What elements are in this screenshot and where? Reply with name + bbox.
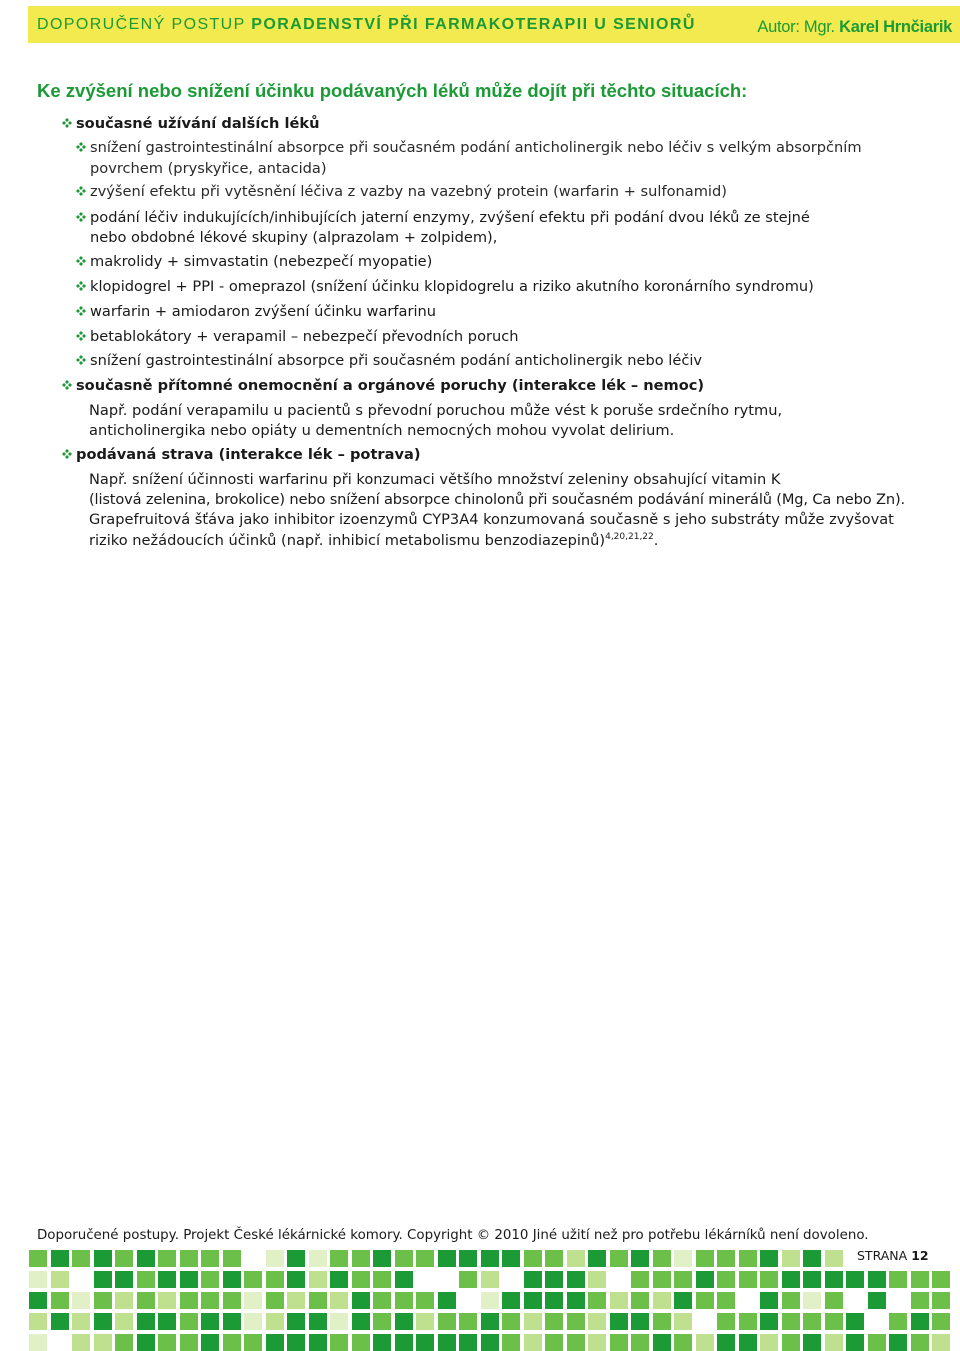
decorative-square xyxy=(717,1271,735,1288)
decorative-square xyxy=(223,1334,241,1351)
decorative-square xyxy=(696,1271,714,1288)
list-item: betablokátory + verapamil – nebezpečí převodních poruch xyxy=(90,328,519,345)
decorative-square xyxy=(115,1313,133,1330)
decorative-square xyxy=(158,1250,176,1267)
four-diamond-bullet-icon xyxy=(76,142,86,152)
decorative-square xyxy=(825,1292,843,1309)
decorative-square xyxy=(330,1292,348,1309)
decorative-square xyxy=(653,1313,671,1330)
decorative-square xyxy=(201,1334,219,1351)
decorative-square xyxy=(717,1334,735,1351)
decorative-square xyxy=(524,1334,542,1351)
list-item: podání léčiv indukujících/inhibujících jaterní enzymy, zvýšení efektu při podání dvou léků ze stejné xyxy=(90,209,810,226)
decorative-square xyxy=(481,1271,499,1288)
decorative-square xyxy=(653,1334,671,1351)
decorative-square xyxy=(524,1250,542,1267)
decorative-square xyxy=(266,1313,284,1330)
decorative-square xyxy=(330,1334,348,1351)
decorative-square xyxy=(287,1334,305,1351)
decorative-square xyxy=(782,1292,800,1309)
decorative-square xyxy=(287,1250,305,1267)
list-item: warfarin + amiodaron zvýšení účinku warfarinu xyxy=(90,303,437,320)
decorative-square xyxy=(567,1292,585,1309)
decorative-square xyxy=(266,1292,284,1309)
decorative-square xyxy=(717,1313,735,1330)
decorative-square xyxy=(459,1271,477,1288)
decorative-square xyxy=(739,1271,757,1288)
decorative-square xyxy=(932,1292,950,1309)
decorative-square xyxy=(94,1271,112,1288)
decorative-square xyxy=(244,1313,262,1330)
decorative-square xyxy=(524,1292,542,1309)
decorative-square xyxy=(137,1271,155,1288)
decorative-square xyxy=(739,1334,757,1351)
decorative-square xyxy=(588,1313,606,1330)
decorative-square xyxy=(416,1334,434,1351)
decorative-square xyxy=(911,1334,929,1351)
section2-line: Např. podání verapamilu u pacientů s převodní poruchou může vést k poruše srdečního rytmu, xyxy=(89,402,783,419)
decorative-square xyxy=(416,1313,434,1330)
four-diamond-bullet-icon xyxy=(76,281,86,291)
decorative-square xyxy=(545,1334,563,1351)
decorative-square xyxy=(373,1250,391,1267)
decorative-square xyxy=(180,1250,198,1267)
decorative-square xyxy=(395,1334,413,1351)
decorative-square xyxy=(567,1271,585,1288)
decorative-square xyxy=(631,1292,649,1309)
decorative-square xyxy=(717,1250,735,1267)
decorative-square xyxy=(51,1313,69,1330)
decorative-square xyxy=(631,1313,649,1330)
decorative-square xyxy=(803,1313,821,1330)
decorative-square xyxy=(760,1292,778,1309)
decorative-square xyxy=(438,1250,456,1267)
decorative-square xyxy=(201,1292,219,1309)
decorative-square xyxy=(782,1334,800,1351)
decorative-square xyxy=(352,1292,370,1309)
decorative-square xyxy=(137,1292,155,1309)
decorative-square xyxy=(309,1250,327,1267)
decorative-square xyxy=(438,1313,456,1330)
decorative-square xyxy=(567,1334,585,1351)
decorative-square xyxy=(459,1250,477,1267)
decorative-square xyxy=(567,1250,585,1267)
decorative-square xyxy=(825,1271,843,1288)
decorative-square xyxy=(416,1292,434,1309)
decorative-square xyxy=(115,1250,133,1267)
list-item: snížení gastrointestinální absorpce při současném podání anticholinergik nebo léčiv xyxy=(90,352,703,369)
decorative-square xyxy=(115,1271,133,1288)
author-label: Autor: Mgr. xyxy=(757,18,835,36)
decorative-square xyxy=(395,1250,413,1267)
decorative-square xyxy=(287,1271,305,1288)
decorative-square xyxy=(825,1334,843,1351)
document-title-bold: PORADENSTVÍ PŘI FARMAKOTERAPII U SENIORŮ xyxy=(251,16,696,33)
reference-superscript: 4,20,21,22 xyxy=(605,532,654,543)
decorative-square xyxy=(803,1292,821,1309)
decorative-square xyxy=(201,1271,219,1288)
decorative-square xyxy=(545,1271,563,1288)
decorative-square xyxy=(137,1313,155,1330)
section2-title: současně přítomné onemocnění a orgánové poruchy (interakce lék – nemoc) xyxy=(76,377,705,394)
decorative-square xyxy=(72,1250,90,1267)
decorative-square xyxy=(545,1292,563,1309)
decorative-square xyxy=(610,1250,628,1267)
decorative-square xyxy=(72,1313,90,1330)
decorative-square xyxy=(868,1271,886,1288)
decorative-square xyxy=(481,1313,499,1330)
decorative-square xyxy=(502,1250,520,1267)
decorative-square xyxy=(911,1292,929,1309)
decorative-square xyxy=(51,1292,69,1309)
decorative-square xyxy=(373,1271,391,1288)
decorative-square xyxy=(158,1271,176,1288)
decorative-square xyxy=(459,1313,477,1330)
decorative-square xyxy=(846,1334,864,1351)
decorative-square xyxy=(803,1250,821,1267)
header-bar xyxy=(28,6,960,43)
decorative-square xyxy=(395,1271,413,1288)
document-title-thin: DOPORUČENÝ POSTUP xyxy=(37,16,246,33)
decorative-square xyxy=(29,1250,47,1267)
decorative-square xyxy=(266,1334,284,1351)
decorative-square xyxy=(803,1334,821,1351)
four-diamond-bullet-icon xyxy=(76,186,86,196)
decorative-square xyxy=(674,1271,692,1288)
decorative-square xyxy=(115,1334,133,1351)
decorative-square xyxy=(373,1292,391,1309)
decorative-square xyxy=(932,1271,950,1288)
decorative-square xyxy=(803,1271,821,1288)
decorative-square xyxy=(459,1334,477,1351)
decorative-square xyxy=(846,1313,864,1330)
list-item: snížení gastrointestinální absorpce při současném podání anticholinergik nebo léčiv s velkým absorpčním xyxy=(90,139,862,156)
decorative-square xyxy=(524,1313,542,1330)
decorative-square xyxy=(352,1271,370,1288)
decorative-square xyxy=(352,1250,370,1267)
decorative-square xyxy=(524,1271,542,1288)
decorative-square xyxy=(180,1313,198,1330)
four-diamond-bullet-icon xyxy=(62,118,72,128)
decorative-square xyxy=(868,1292,886,1309)
decorative-square xyxy=(244,1334,262,1351)
decorative-square xyxy=(180,1292,198,1309)
section1-title: současné užívání dalších léků xyxy=(76,115,320,132)
decorative-square xyxy=(674,1292,692,1309)
decorative-square xyxy=(674,1313,692,1330)
decorative-square xyxy=(911,1271,929,1288)
section3-line-text: riziko nežádoucích účinků (např. inhibicí metabolismu benzodiazepinů) xyxy=(89,532,606,549)
decorative-square xyxy=(158,1292,176,1309)
decorative-square xyxy=(782,1313,800,1330)
decorative-square xyxy=(330,1271,348,1288)
decorative-square xyxy=(739,1313,757,1330)
decorative-square xyxy=(180,1334,198,1351)
decorative-square xyxy=(201,1313,219,1330)
decorative-square xyxy=(653,1250,671,1267)
decorative-square xyxy=(395,1313,413,1330)
decorative-square xyxy=(588,1250,606,1267)
decorative-square xyxy=(352,1334,370,1351)
section3-line: (listová zelenina, brokolice) nebo snížení absorpce chinolonů při současném podávání minerálů (Mg, Ca nebo Zn). xyxy=(89,491,905,508)
decorative-square xyxy=(653,1292,671,1309)
decorative-square xyxy=(889,1334,907,1351)
decorative-square xyxy=(223,1292,241,1309)
decorative-square xyxy=(373,1334,391,1351)
decorative-square xyxy=(158,1313,176,1330)
decorative-square xyxy=(502,1334,520,1351)
decorative-square xyxy=(502,1313,520,1330)
decorative-square xyxy=(760,1271,778,1288)
decorative-square xyxy=(244,1271,262,1288)
decorative-square xyxy=(760,1250,778,1267)
decorative-square xyxy=(180,1271,198,1288)
page-number-value: 12 xyxy=(911,1248,929,1263)
section2-line: anticholinergika nebo opiáty u dementních nemocných mohou vyvolat delirium. xyxy=(89,422,675,439)
decorative-square xyxy=(137,1250,155,1267)
decorative-square xyxy=(309,1292,327,1309)
decorative-square xyxy=(223,1313,241,1330)
list-item: makrolidy + simvastatin (nebezpečí myopatie) xyxy=(90,253,433,270)
decorative-square xyxy=(696,1292,714,1309)
decorative-square xyxy=(932,1334,950,1351)
section-heading: Ke zvýšení nebo snížení účinku podávaných léků může dojít při těchto situacích: xyxy=(37,80,748,101)
decorative-square xyxy=(481,1334,499,1351)
decorative-square xyxy=(29,1313,47,1330)
section3-line: Např. snížení účinnosti warfarinu při konzumaci většího množství zeleniny obsahující vitamin K xyxy=(89,471,781,488)
decorative-square xyxy=(94,1292,112,1309)
decorative-square xyxy=(201,1250,219,1267)
decorative-square xyxy=(438,1292,456,1309)
decorative-square xyxy=(51,1250,69,1267)
author xyxy=(757,18,952,37)
decorative-square xyxy=(760,1313,778,1330)
decorative-square xyxy=(868,1334,886,1351)
four-diamond-bullet-icon xyxy=(76,256,86,266)
decorative-square xyxy=(481,1250,499,1267)
decorative-square xyxy=(244,1292,262,1309)
decorative-square xyxy=(72,1334,90,1351)
decorative-square xyxy=(889,1271,907,1288)
decorative-square xyxy=(223,1250,241,1267)
decorative-square xyxy=(309,1313,327,1330)
decorative-square xyxy=(588,1271,606,1288)
decorative-square xyxy=(567,1313,585,1330)
list-item: zvýšení efektu při vytěsnění léčiva z vazby na vazebný protein (warfarin + sulfonamid) xyxy=(90,183,727,200)
decorative-square xyxy=(760,1334,778,1351)
decorative-square xyxy=(610,1292,628,1309)
decorative-square xyxy=(94,1334,112,1351)
decorative-square xyxy=(588,1334,606,1351)
decorative-square xyxy=(846,1271,864,1288)
decorative-square xyxy=(72,1292,90,1309)
footer-copyright: Doporučené postupy. Projekt České lékárnické komory. Copyright © 2010 Jiné užití než pro potřebu lékárníků není dovoleno. xyxy=(37,1228,869,1243)
list-item-continuation: povrchem (pryskyřice, antacida) xyxy=(90,160,327,177)
decorative-square xyxy=(696,1334,714,1351)
sentence-end: . xyxy=(653,532,659,549)
decorative-square xyxy=(309,1271,327,1288)
decorative-square xyxy=(287,1313,305,1330)
decorative-square xyxy=(416,1250,434,1267)
author-name: Karel Hrnčiarik xyxy=(839,18,952,36)
decorative-square xyxy=(330,1313,348,1330)
decorative-square xyxy=(782,1250,800,1267)
decorative-square xyxy=(631,1271,649,1288)
decorative-square xyxy=(438,1334,456,1351)
four-diamond-bullet-icon xyxy=(76,212,86,222)
decorative-square xyxy=(29,1271,47,1288)
decorative-square xyxy=(94,1250,112,1267)
decorative-square xyxy=(115,1292,133,1309)
decorative-square xyxy=(29,1334,47,1351)
decorative-square xyxy=(889,1313,907,1330)
decorative-square xyxy=(545,1250,563,1267)
decorative-square xyxy=(481,1292,499,1309)
decorative-square xyxy=(223,1271,241,1288)
decorative-square xyxy=(94,1313,112,1330)
decorative-square xyxy=(158,1334,176,1351)
decorative-square xyxy=(932,1313,950,1330)
list-item: klopidogrel + PPI - omeprazol (snížení účinku klopidogrelu a riziko akutního koronárního syndromu) xyxy=(90,278,814,295)
section3-line-last xyxy=(89,530,658,551)
decorative-square xyxy=(782,1271,800,1288)
list-item-continuation: nebo obdobné lékové skupiny (alprazolam + zolpidem), xyxy=(90,229,498,246)
four-diamond-bullet-icon xyxy=(76,331,86,341)
decorative-square xyxy=(266,1271,284,1288)
decorative-square xyxy=(825,1313,843,1330)
decorative-square xyxy=(653,1271,671,1288)
decorative-square xyxy=(502,1292,520,1309)
decorative-square-grid xyxy=(28,1250,960,1345)
decorative-square xyxy=(610,1313,628,1330)
decorative-square xyxy=(588,1292,606,1309)
decorative-square xyxy=(717,1292,735,1309)
decorative-square xyxy=(352,1313,370,1330)
section3-line: Grapefruitová šťáva jako inhibitor izoenzymů CYP3A4 konzumovaná současně s jeho substráty může zvyšovat xyxy=(89,511,894,528)
four-diamond-bullet-icon xyxy=(62,380,72,390)
decorative-square xyxy=(287,1292,305,1309)
decorative-square xyxy=(29,1292,47,1309)
decorative-square xyxy=(631,1250,649,1267)
decorative-square xyxy=(696,1250,714,1267)
decorative-square xyxy=(739,1250,757,1267)
decorative-square xyxy=(911,1313,929,1330)
four-diamond-bullet-icon xyxy=(62,449,72,459)
page-label: STRANA xyxy=(857,1248,908,1263)
four-diamond-bullet-icon xyxy=(76,306,86,316)
decorative-square xyxy=(309,1334,327,1351)
decorative-square xyxy=(51,1271,69,1288)
decorative-square xyxy=(330,1250,348,1267)
section3-title: podávaná strava (interakce lék – potrava) xyxy=(76,446,421,463)
decorative-square xyxy=(674,1250,692,1267)
decorative-square xyxy=(545,1313,563,1330)
decorative-square xyxy=(266,1250,284,1267)
decorative-square xyxy=(631,1334,649,1351)
decorative-square xyxy=(137,1334,155,1351)
decorative-square xyxy=(395,1292,413,1309)
document-title xyxy=(37,16,696,34)
four-diamond-bullet-icon xyxy=(76,355,86,365)
decorative-square xyxy=(825,1250,843,1267)
decorative-square xyxy=(674,1334,692,1351)
decorative-square xyxy=(373,1313,391,1330)
decorative-square xyxy=(610,1334,628,1351)
